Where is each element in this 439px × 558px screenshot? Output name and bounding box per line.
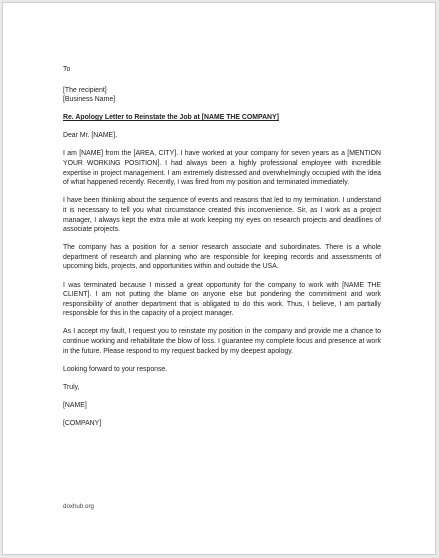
closing-line: Looking forward to your response. [63, 365, 168, 373]
subject-line: Re. Apology Letter to Reinstate the Job at [NAME THE COMPANY] [63, 114, 279, 122]
signer-company: [COMPANY] [63, 419, 102, 427]
paragraph-2: I have been thinking about the sequence of events and reasons that led to my termination. I understand it is necessary to tell you what circumstance created this inconvenience. Sir, as I work as a project manager, I always kept the extra mile at work keeping my eyes on research projects and deadlines of associate projects. [63, 197, 381, 234]
paragraph-4: I was terminated because I missed a great opportunity for the company to work with [NAME THE CLIENT]. I am not putting the blame on anyone else but pondering the commitment and work responsibility of another department that is obligated to do this work. Thus, I believe, I am partially responsible for this in the capacity of a project manager. [63, 281, 381, 318]
paragraph-5: As I accept my fault, I request you to reinstate my position in the company and provide me a chance to continue working and rehabilitate the blow of loss. I guarantee my complete focus and presence at work in the future. Please respond to my request backed by my deepest apology. [63, 328, 381, 355]
paragraph-1: I am [NAME] from the [AREA, CITY]. I have worked at your company for seven years as a [MENTION YOUR WORKING POSITION]. I had always been a highly professional employee with incredible expertise in project management. I am extremely distressed and overwhelmingly occupied with the idea of what happened recently. Recently, I was fired from my position and terminated immediately. [63, 150, 381, 187]
business-name-line: [Business Name] [63, 96, 116, 104]
footer-site: doxhub.org [63, 503, 94, 510]
paragraph-3: The company has a position for a senior research associate and subordinates. There is a whole department of research and planning who are responsible for keeping records and assessments of upcoming bids, projects, and opportunities within and outside the USA. [63, 244, 381, 271]
signoff: Truly, [63, 383, 80, 391]
salutation: Dear Mr. [NAME], [63, 132, 117, 140]
document-page [2, 2, 436, 555]
letter-body [63, 65, 381, 429]
recipient-line: [The recipient] [63, 86, 107, 94]
signer-name: [NAME] [63, 401, 87, 409]
to-line: To [63, 66, 71, 73]
